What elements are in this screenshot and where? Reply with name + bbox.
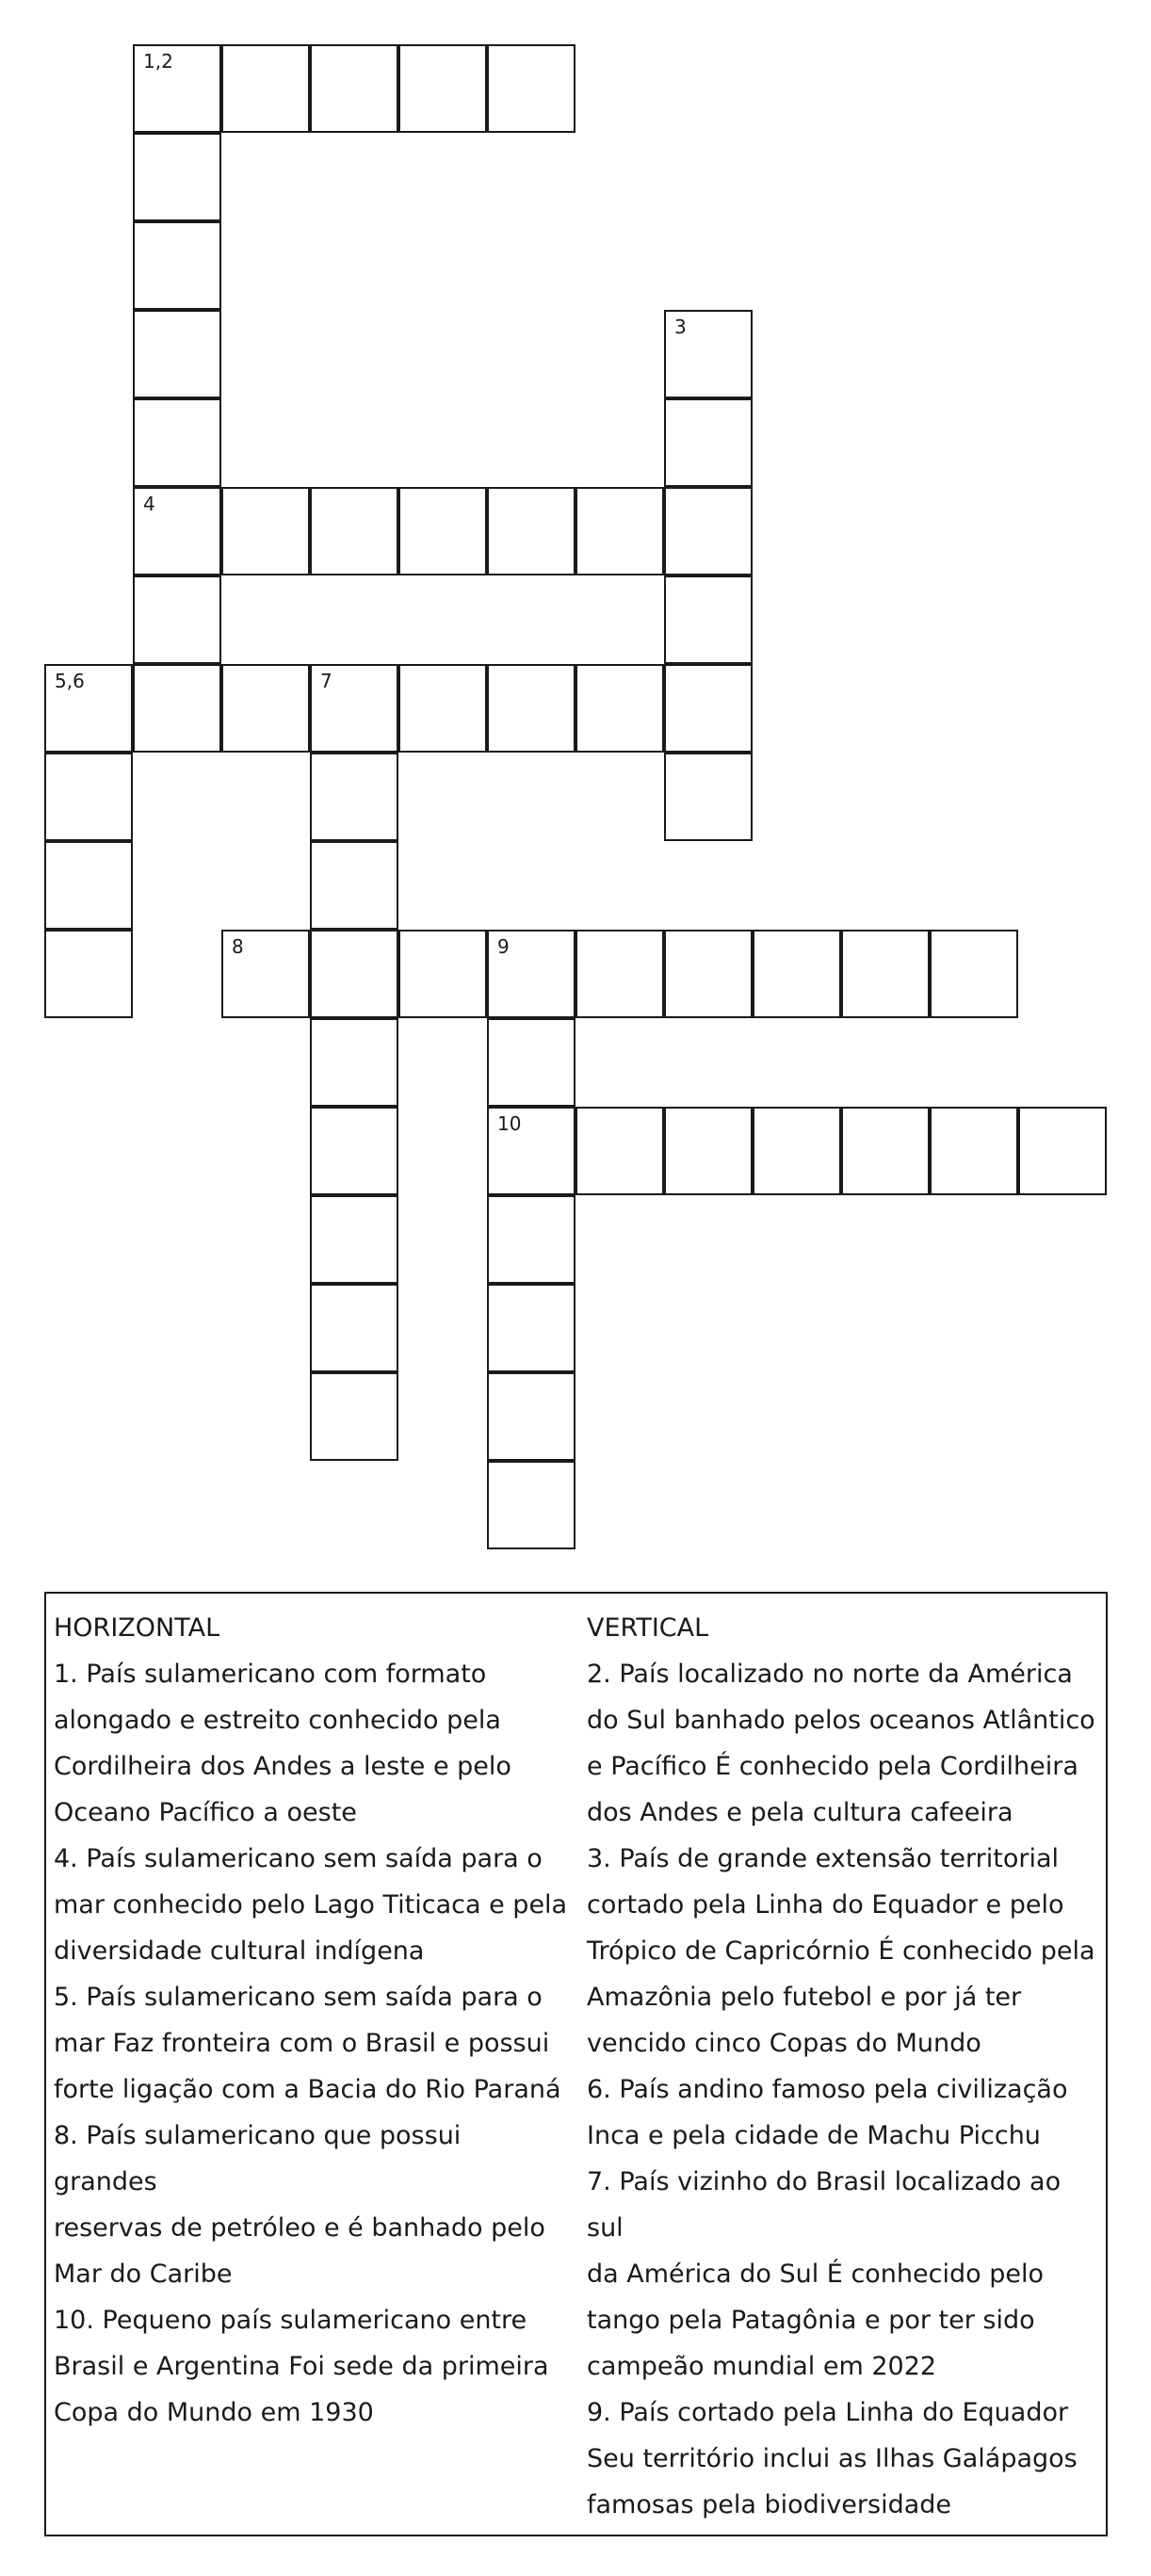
- crossword-cell[interactable]: [398, 487, 487, 575]
- crossword-cell[interactable]: [576, 487, 664, 575]
- crossword-cell[interactable]: [487, 1284, 576, 1372]
- crossword-cell[interactable]: [221, 930, 310, 1018]
- clue-number: 5,6: [55, 670, 85, 692]
- clue-line: mar conhecido pelo Lago Titicaca e pela: [54, 1890, 568, 1920]
- crossword-cell[interactable]: [133, 44, 221, 133]
- clue-line: Cordilheira dos Andes a leste e pelo: [54, 1752, 511, 1781]
- clue-line: alongado e estreito conhecido pela: [54, 1706, 501, 1735]
- crossword-cell[interactable]: [664, 930, 753, 1018]
- clues-box: [44, 1592, 1108, 2536]
- clue-line: 9. País cortado pela Linha do Equador: [587, 2398, 1069, 2427]
- crossword-cell[interactable]: [753, 930, 841, 1018]
- crossword-cell[interactable]: [310, 44, 398, 133]
- clue-line: forte ligação com a Bacia do Rio Paraná: [54, 2075, 561, 2104]
- clue-number: 8: [232, 935, 244, 958]
- clue-number: 9: [497, 935, 510, 958]
- clue-line: tango pela Patagônia e por ter sido: [587, 2306, 1035, 2335]
- clue-line: cortado pela Linha do Equador e pelo: [587, 1890, 1064, 1920]
- crossword-cell[interactable]: [133, 133, 221, 221]
- crossword-cell[interactable]: [487, 1461, 576, 1549]
- crossword-cell[interactable]: [576, 664, 664, 753]
- crossword-cell[interactable]: [841, 1107, 930, 1195]
- horizontal-clue-list: [54, 1651, 572, 2436]
- crossword-cell[interactable]: [664, 575, 753, 664]
- crossword-cell[interactable]: [133, 664, 221, 753]
- crossword-cell[interactable]: [664, 310, 753, 398]
- crossword-cell[interactable]: [753, 1107, 841, 1195]
- clue-line: diversidade cultural indígena: [54, 1936, 425, 1966]
- clue-line: 8. País sulamericano que possui grandes: [54, 2121, 462, 2196]
- clue-line: da América do Sul É conhecido pelo: [587, 2260, 1044, 2289]
- crossword-cell[interactable]: [310, 1107, 398, 1195]
- clue-line: 4. País sulamericano sem saída para o: [54, 1844, 543, 1873]
- crossword-cell[interactable]: [398, 664, 487, 753]
- crossword-cell[interactable]: [487, 1372, 576, 1461]
- vertical-clue-list: [587, 1651, 1105, 2528]
- clue-line: do Sul banhado pelos oceanos Atlântico: [587, 1706, 1095, 1735]
- clue-line: mar Faz fronteira com o Brasil e possui: [54, 2029, 550, 2058]
- clue-line: 1. País sulamericano com formato: [54, 1660, 487, 1689]
- vertical-heading: VERTICAL: [587, 1613, 709, 1643]
- crossword-cell[interactable]: [133, 575, 221, 664]
- clue-number: 1,2: [143, 50, 173, 73]
- clue-number: 7: [320, 670, 332, 692]
- clue-number: 3: [674, 316, 687, 338]
- clue-line: 3. País de grande extensão territorial: [587, 1844, 1059, 1873]
- crossword-cell[interactable]: [487, 487, 576, 575]
- crossword-cell[interactable]: [664, 1107, 753, 1195]
- crossword-cell[interactable]: [221, 664, 310, 753]
- crossword-cell[interactable]: [221, 44, 310, 133]
- clue-line: Amazônia pelo futebol e por já ter: [587, 1983, 1022, 2012]
- crossword-cell[interactable]: [310, 487, 398, 575]
- clue-line: Inca e pela cidade de Machu Picchu: [587, 2121, 1041, 2150]
- crossword-cell[interactable]: [133, 398, 221, 487]
- crossword-cell[interactable]: [487, 1195, 576, 1284]
- crossword-cell[interactable]: [487, 664, 576, 753]
- clue-line: vencido cinco Copas do Mundo: [587, 2029, 981, 2058]
- crossword-cell[interactable]: [310, 1018, 398, 1107]
- crossword-cell[interactable]: [664, 664, 753, 753]
- clue-line: campeão mundial em 2022: [587, 2352, 937, 2381]
- clue-line: Mar do Caribe: [54, 2260, 233, 2289]
- clue-line: 7. País vizinho do Brasil localizado ao sul: [587, 2167, 1062, 2243]
- clue-line: 6. País andino famoso pela civilização: [587, 2075, 1068, 2104]
- crossword-cell[interactable]: [487, 1107, 576, 1195]
- crossword-cell[interactable]: [44, 841, 133, 930]
- clue-line: 2. País localizado no norte da América: [587, 1660, 1073, 1689]
- crossword-cell[interactable]: [664, 398, 753, 487]
- crossword-cell[interactable]: [841, 930, 930, 1018]
- crossword-cell[interactable]: [310, 1284, 398, 1372]
- clue-number: 4: [143, 493, 155, 515]
- crossword-cell[interactable]: [133, 221, 221, 310]
- clue-line: reservas de petróleo e é banhado pelo: [54, 2213, 545, 2243]
- clue-line: 10. Pequeno país sulamericano entre: [54, 2306, 527, 2335]
- crossword-cell[interactable]: [310, 1372, 398, 1461]
- crossword-cell[interactable]: [310, 664, 398, 753]
- clue-line: 5. País sulamericano sem saída para o: [54, 1983, 543, 2012]
- horizontal-clues: [54, 1605, 572, 2436]
- crossword-cell[interactable]: [44, 664, 133, 753]
- clue-line: e Pacífico É conhecido pela Cordilheira: [587, 1752, 1078, 1781]
- crossword-cell[interactable]: [133, 487, 221, 575]
- clue-line: Seu território inclui as Ilhas Galápagos: [587, 2444, 1078, 2473]
- crossword-cell[interactable]: [310, 1195, 398, 1284]
- crossword-cell[interactable]: [930, 930, 1018, 1018]
- crossword-cell[interactable]: [664, 487, 753, 575]
- clue-line: dos Andes e pela cultura cafeeira: [587, 1798, 1013, 1827]
- crossword-cell[interactable]: [398, 44, 487, 133]
- crossword-cell[interactable]: [133, 310, 221, 398]
- clue-line: Trópico de Capricórnio É conhecido pela: [587, 1936, 1095, 1966]
- clue-number: 10: [497, 1112, 522, 1135]
- crossword-cell[interactable]: [487, 930, 576, 1018]
- vertical-clues: [587, 1605, 1105, 2528]
- crossword-cell[interactable]: [487, 44, 576, 133]
- crossword-cell[interactable]: [398, 930, 487, 1018]
- crossword-cell[interactable]: [221, 487, 310, 575]
- crossword-cell[interactable]: [44, 753, 133, 841]
- clue-line: Copa do Mundo em 1930: [54, 2398, 374, 2427]
- crossword-cell[interactable]: [576, 1107, 664, 1195]
- clue-line: Brasil e Argentina Foi sede da primeira: [54, 2352, 549, 2381]
- crossword-cell[interactable]: [930, 1107, 1018, 1195]
- clue-line: famosas pela biodiversidade: [587, 2490, 952, 2519]
- crossword-cell[interactable]: [44, 930, 133, 1018]
- clue-line: Oceano Pacífico a oeste: [54, 1798, 357, 1827]
- crossword-cell[interactable]: [310, 841, 398, 930]
- crossword-cell[interactable]: [487, 1018, 576, 1107]
- horizontal-heading: HORIZONTAL: [54, 1613, 220, 1643]
- crossword-cell[interactable]: [664, 753, 753, 841]
- crossword-cell[interactable]: [576, 930, 664, 1018]
- crossword-cell[interactable]: [1018, 1107, 1107, 1195]
- crossword-cell[interactable]: [310, 930, 398, 1018]
- crossword-cell[interactable]: [310, 753, 398, 841]
